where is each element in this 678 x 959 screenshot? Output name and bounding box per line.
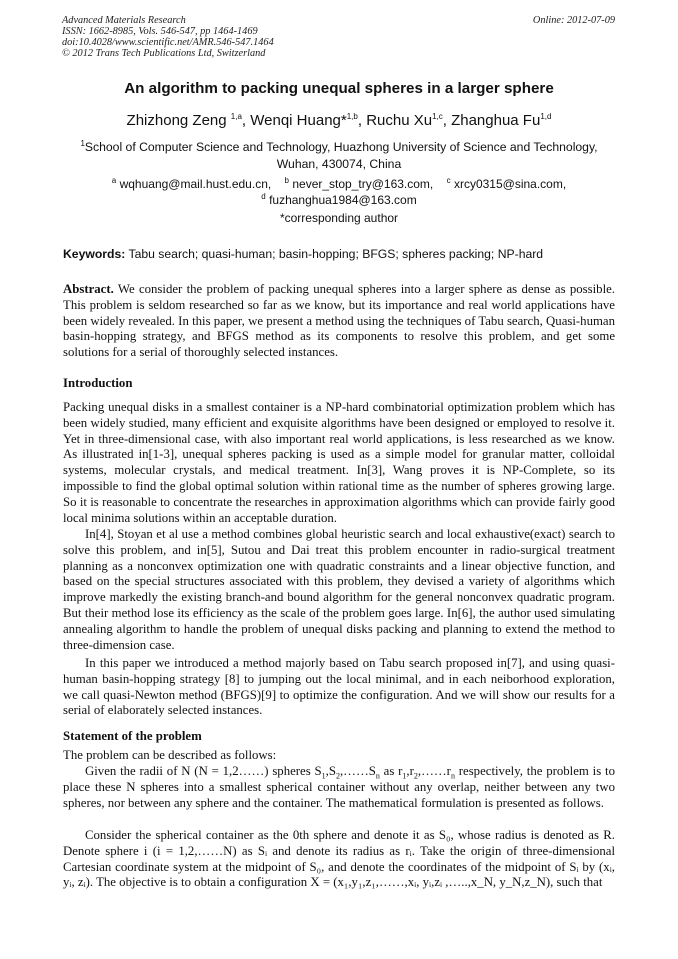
section-heading-introduction: Introduction: [63, 376, 133, 390]
affil-line: School of Computer Science and Technology, Huazhong University of Science and Technology,: [84, 140, 598, 154]
email-b: never_stop_try@163.com,: [292, 177, 434, 191]
abstract: [63, 282, 615, 361]
author-name: Wenqi Huang*: [250, 112, 347, 129]
abstract-text: We consider the problem of packing unequal spheres into a larger sphere as dense as possible. This problem is seldom researched so far as we know, but its importance and real world applications have been widely revealed. In this paper, we present a method using the techniques of Tabu search, Quasi-human basin-hopping strategy, and BFGS method as its components to resolve this problem, and get some solutions for a serial of thoroughly selected instances.: [63, 282, 616, 360]
email-c: xrcy0315@sina.com,: [453, 177, 567, 191]
copyright-line: © 2012 Trans Tech Publications Ltd, Switzerland: [62, 48, 266, 59]
affiliation: [0, 139, 678, 173]
intro-paragraph-3: In this paper we introduced a method majorly based on Tabu search proposed in[7], and using quasi-human basin-hopping strategy [8] to jumping out the local minimal, and in each neiborhood exploration, we call quasi-Newton method (BFGS)[9] to optimize the configuration. And we will show our results for a serial of elaborately selected instances.: [63, 656, 615, 718]
author-name: Ruchu Xu: [366, 112, 433, 129]
author-affil-sup: 1,b: [346, 112, 358, 121]
statement-paragraph-1: Given the radii of N (N = 1,2……) spheres $S_1,S_2,\dots\dots S_n$ as $r_1,r_2,\dots\dots r_n$ respectively, the problem is to place these N spheres into a smallest spherical container without any overlap, neither between any two spheres, nor between any sphere and the container. The mathematical formulation is presented as follows.: [63, 764, 615, 810]
author-affil-sup: 1,d: [540, 112, 552, 121]
journal-name: Advanced Materials Research: [62, 15, 186, 26]
intro-paragraph-2: In[4], Stoyan et al use a method combines global heuristic search and local exhaustive(exact) search to solve this problem, and in[5], Sutou and Dai treat this problem encounter in radio-surgical treatment planning as a nonconvex optimization one with quadratic constraints and a linear objective function, and based on the special structures associated with this problem, they devised a variety of algorithms which improve markedly the existing branch-and bound algorithm for the general nonconvex quadratic program. But their method lose its efficiency as the scale of the problem goes large. In[6], the author used simulating annealing algorithm to handle the problem of unequal disks packing and planning to extend the method to three-dimension case.: [63, 527, 615, 652]
author-affil-sup: 1,a: [230, 112, 242, 121]
author-name: Zhizhong Zeng: [126, 112, 227, 129]
online-date: Online: 2012-07-09: [532, 15, 615, 26]
affil-sup: 1: [80, 138, 85, 148]
keywords-text: Tabu search; quasi-human; basin-hopping; BFGS; spheres packing; NP-hard: [128, 247, 544, 261]
issn-line: ISSN: 1662-8985, Vols. 546-547, pp 1464-1469: [62, 26, 258, 37]
email-block: $^a$ wqhuang@mail.hust.edu.cn, $^b$ never_stop_try@163.com, $^c$ xrcy0315@sina.com, $^d$ fuzhanghua1984@163.com: [111, 176, 567, 207]
keywords-label: Keywords:: [63, 247, 126, 261]
section-heading-statement: Statement of the problem: [63, 729, 202, 743]
intro-paragraph-1: Packing unequal disks in a smallest container is a NP-hard combinatorial optimization problem which has been widely studied, many efficient and exquisite algorithms have been designed or employed to resolve it. Yet in three-dimensional case, with also important real world applications, is less researched as we know. As illustrated in[1-3], unequal spheres packing is used as a simple model for granular matter, colloidal systems, molecular crystals, and medical treatment. In[3], Wang proves it is NP-Complete, so its impossible to find the global optimal solution within rational time as the number of spheres growing large. So it is reasonable to concentrate the researches in approximation algorithms which can provide fairly good local minima solutions within an acceptable duration.: [63, 400, 615, 525]
abstract-label: Abstract.: [63, 282, 114, 296]
doi-line: doi:10.4028/www.scientific.net/AMR.546-547.1464: [62, 37, 274, 48]
statement-intro: The problem can be described as follows:: [63, 748, 277, 762]
corresponding-note: *corresponding author: [279, 211, 399, 225]
keywords: [63, 247, 543, 261]
email-a: wqhuang@mail.hust.edu.cn,: [119, 177, 272, 191]
statement-paragraph-2: Consider the spherical container as the 0th sphere and denote it as S₀, whose radius is denoted as R. Denote sphere i (i = 1,2,……N) as Sᵢ and denote its radius as rᵢ. Take the origin of three-dimensional Cartesian coordinate system at the midpoint of S₀, and denote the coordinates of the midpoint of Sᵢ by (xᵢ, yᵢ, zᵢ). The objective is to obtain a configuration X = (x₁,y₁,z₁,……,xᵢ, yᵢ,zᵢ ,…..,x_N, y_N,z_N), such that: [63, 828, 615, 890]
paper-title: An algorithm to packing unequal spheres in a larger sphere: [124, 80, 554, 97]
author-affil-sup: 1,c: [432, 112, 443, 121]
author-list: Zhizhong Zeng $^{1,a}$, Wenqi Huang*$^{1,b}$, Ruchu Xu$^{1,c}$, Zhanghua Fu$^{1,d}$: [126, 112, 552, 129]
email-d: fuzhanghua1984@163.com: [269, 193, 417, 207]
affil-line: Wuhan, 430074, China: [276, 157, 402, 171]
author-name: Zhanghua Fu: [451, 112, 541, 129]
